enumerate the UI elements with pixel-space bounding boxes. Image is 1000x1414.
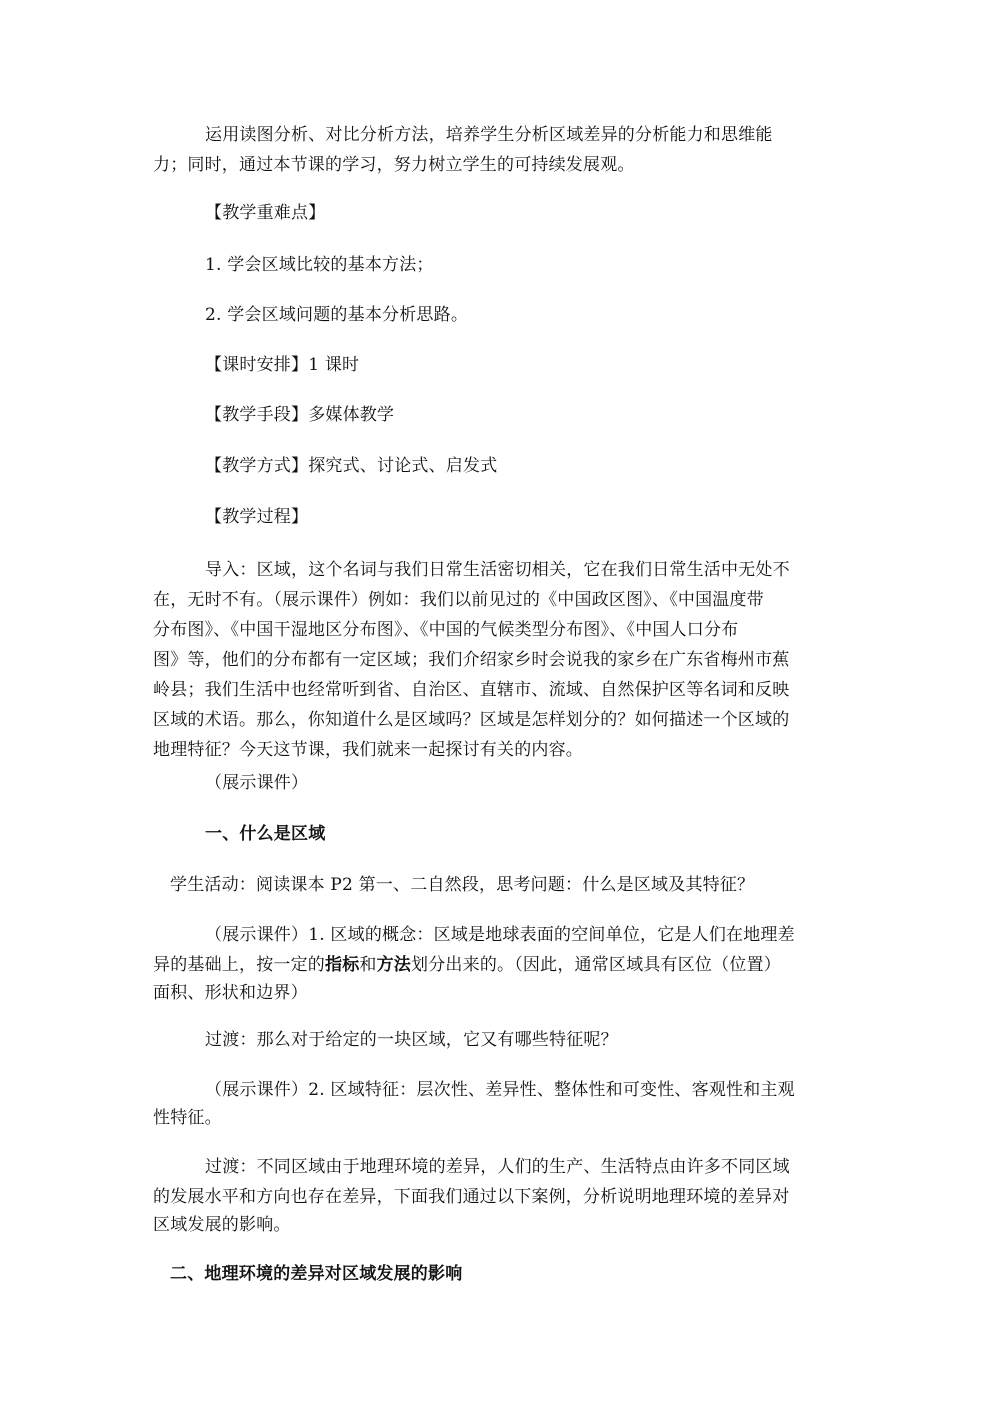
keyword-method: 方法	[376, 955, 412, 975]
goal-text-line-1: 运用读图分析、对比分析方法，培养学生分析区域差异的分析能力和思维能	[205, 125, 773, 145]
lead-in-line-1: 导入：区域，这个名词与我们日常生活密切相关，它在我们日常生活中无处不	[205, 560, 790, 580]
key-point-item-1: 1. 学会区域比较的基本方法；	[205, 255, 434, 275]
goal-text-line-2: 力；同时，通过本节课的学习，努力树立学生的可持续发展观。	[153, 155, 635, 175]
concept-line-2-part-b: 和	[359, 955, 377, 975]
keyword-indicator: 指标	[325, 955, 360, 975]
process-heading: 【教学过程】	[205, 507, 309, 527]
lead-in-line-6: 区域的术语。那么，你知道什么是区域吗？区域是怎样划分的？如何描述一个区域的	[153, 710, 790, 730]
lead-in-line-2: 在，无时不有。（展示课件）例如：我们以前见过的《中国政区图》、《中国温度带	[153, 590, 764, 610]
key-points-heading: 【教学重难点】	[205, 203, 326, 223]
transition-2-line-1: 过渡：不同区域由于地理环境的差异，人们的生产、生活特点由许多不同区域	[205, 1157, 790, 1177]
lead-in-line-5: 岭县；我们生活中也经常听到省、自治区、直辖市、流域、自然保护区等名词和反映	[153, 680, 790, 700]
transition-2-line-2: 的发展水平和方向也存在差异，下面我们通过以下案例，分析说明地理环境的差异对	[153, 1187, 790, 1207]
concept-line-2-part-c: 划分出来的。（因此，通常区域具有区位（位置）	[411, 955, 781, 975]
lead-in-line-4: 图》等，他们的分布都有一定区域；我们介绍家乡时会说我的家乡在广东省梅州市蕉	[153, 650, 790, 670]
features-line-1: （展示课件）2. 区域特征：层次性、差异性、整体性和可变性、客观性和主观	[205, 1080, 795, 1100]
key-point-item-2: 2. 学会区域问题的基本分析思路。	[205, 305, 469, 325]
concept-line-2-part-a: 异的基础上，按一定的	[153, 955, 325, 975]
section2-heading: 二、地理环境的差异对区域发展的影响	[170, 1264, 463, 1284]
schedule-text: 【课时安排】1 课时	[205, 355, 360, 375]
concept-line-2	[153, 955, 781, 975]
lead-in-line-7: 地理特征？今天这节课，我们就来一起探讨有关的内容。	[153, 740, 583, 760]
transition-1-text: 过渡：那么对于给定的一块区域，它又有哪些特征呢？	[205, 1030, 618, 1050]
features-line-2: 性特征。	[153, 1108, 222, 1128]
concept-line-3: 面积、形状和边界）	[153, 983, 308, 1003]
lead-in-line-3: 分布图》、《中国干湿地区分布图》、《中国的气候类型分布图》、《中国人口分布	[153, 620, 739, 640]
student-activity-text: 学生活动：阅读课本 P2 第一、二自然段，思考问题：什么是区域及其特征？	[170, 875, 755, 895]
means-text: 【教学手段】多媒体教学	[205, 405, 395, 425]
transition-2-line-3: 区域发展的影响。	[153, 1215, 291, 1235]
show-courseware-text: （展示课件）	[205, 773, 309, 793]
section1-heading: 一、什么是区域	[205, 824, 326, 844]
concept-line-1: （展示课件）1. 区域的概念：区域是地球表面的空间单位，它是人们在地理差	[205, 925, 795, 945]
methods-text: 【教学方式】探究式、讨论式、启发式	[205, 456, 498, 476]
